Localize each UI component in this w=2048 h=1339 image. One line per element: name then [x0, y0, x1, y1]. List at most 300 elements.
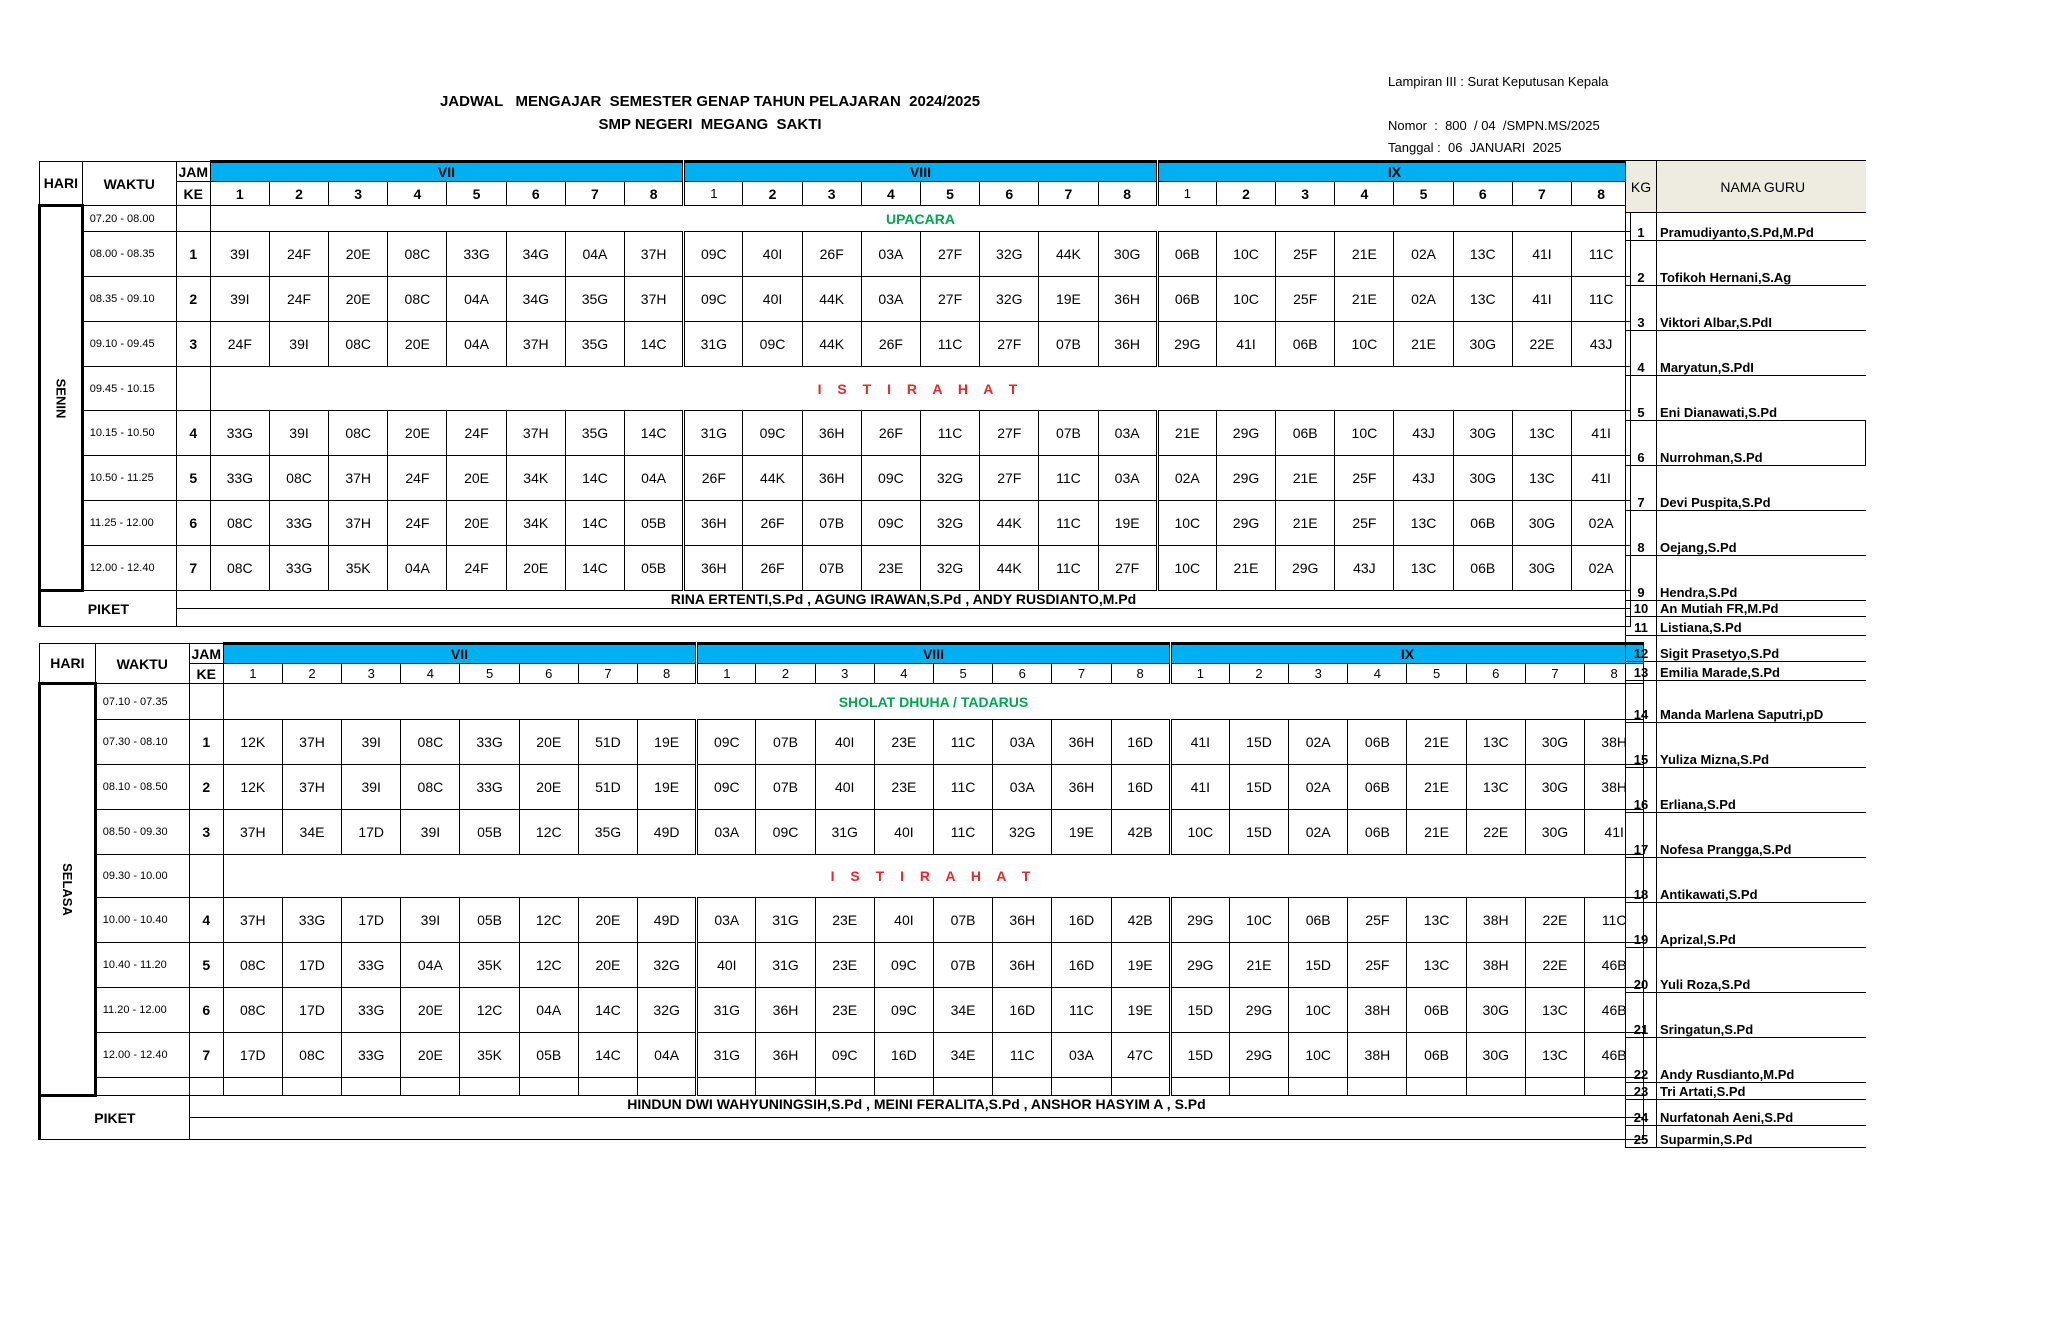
schedule-cell: 20E	[388, 411, 447, 456]
schedule-cell: 15D	[1229, 765, 1288, 810]
schedule-cell: 37H	[625, 232, 684, 277]
schedule-cell: 32G	[920, 501, 979, 546]
teacher-name: Antikawati,S.Pd	[1657, 858, 1866, 903]
class-number: 2	[756, 664, 815, 684]
schedule-cell: 40I	[874, 810, 933, 855]
schedule-cell: 21E	[1394, 322, 1453, 367]
schedule-cell: 09C	[743, 411, 802, 456]
schedule-cell: 10C	[1289, 1033, 1348, 1078]
schedule-cell: 02A	[1289, 810, 1348, 855]
blank-cell	[1525, 1078, 1584, 1096]
schedule-cell: 26F	[743, 501, 802, 546]
schedule-cell: 30G	[1466, 988, 1525, 1033]
schedule-cell: 46B	[1585, 1033, 1644, 1078]
schedule-cell: 14C	[565, 456, 624, 501]
schedule-cell: 27F	[920, 232, 979, 277]
blank-cell	[1229, 1078, 1288, 1096]
class-number: 3	[1289, 664, 1348, 684]
blank-cell	[401, 1078, 460, 1096]
schedule-cell: 34E	[933, 988, 992, 1033]
schedule-cell: 34E	[282, 810, 341, 855]
schedule-cell: 29G	[1229, 1033, 1288, 1078]
schedule-cell: 25F	[1276, 232, 1335, 277]
blank-cell	[1052, 1078, 1111, 1096]
schedule-cell: 05B	[625, 501, 684, 546]
class-number: 7	[578, 664, 637, 684]
schedule-cell: 32G	[638, 988, 697, 1033]
ke-header: KE	[189, 664, 223, 684]
schedule-cell: 03A	[993, 720, 1052, 765]
schedule-cell: 13C	[1394, 546, 1453, 591]
schedule-cell: 06B	[1407, 988, 1466, 1033]
schedule-cell: 31G	[756, 943, 815, 988]
class-group-header: VII	[210, 162, 684, 182]
ke-header: KE	[176, 182, 210, 206]
schedule-cell: 08C	[401, 720, 460, 765]
schedule-cell: 11C	[1585, 898, 1644, 943]
kg-number: 25	[1626, 1126, 1657, 1148]
schedule-cell: 38H	[1585, 720, 1644, 765]
waktu-header: WAKTU	[82, 162, 176, 206]
class-number: 6	[980, 182, 1039, 206]
schedule-cell: 37H	[625, 277, 684, 322]
schedule-cell: 14C	[578, 1033, 637, 1078]
schedule-cell: 33G	[269, 501, 328, 546]
teacher-name: Nurrohman,S.Pd	[1657, 421, 1866, 466]
schedule-cell: 24F	[388, 456, 447, 501]
schedule-cell: 13C	[1453, 232, 1512, 277]
schedule-cell: 29G	[1216, 411, 1275, 456]
schedule-cell: 37H	[223, 810, 282, 855]
schedule-cell: 13C	[1525, 1033, 1584, 1078]
time-slot: 08.50 - 09.30	[95, 810, 189, 855]
schedule-cell: 39I	[342, 765, 401, 810]
period-number: 1	[176, 232, 210, 277]
schedule-cell: 11C	[993, 1033, 1052, 1078]
schedule-cell: 33G	[342, 1033, 401, 1078]
class-number: 7	[565, 182, 624, 206]
class-number: 5	[460, 664, 519, 684]
class-number: 1	[210, 182, 269, 206]
schedule-cell: 39I	[210, 277, 269, 322]
schedule-cell: 43J	[1394, 411, 1453, 456]
teacher-list-table	[1625, 160, 1866, 1148]
class-group-header: VIII	[697, 644, 1171, 664]
blank-cell	[519, 1078, 578, 1096]
schedule-cell: 19E	[1098, 501, 1157, 546]
schedule-cell: 30G	[1512, 501, 1571, 546]
schedule-cell: 41I	[1216, 322, 1275, 367]
kg-number: 9	[1626, 556, 1657, 601]
blank-cell	[223, 1078, 282, 1096]
schedule-cell: 06B	[1289, 898, 1348, 943]
schedule-cell: 36H	[756, 1033, 815, 1078]
schedule-cell: 23E	[861, 546, 920, 591]
schedule-cell: 15D	[1229, 810, 1288, 855]
schedule-cell: 13C	[1466, 720, 1525, 765]
schedule-cell: 27F	[980, 456, 1039, 501]
schedule-cell: 07B	[933, 898, 992, 943]
schedule-cell: 17D	[342, 898, 401, 943]
schedule-cell: 30G	[1525, 765, 1584, 810]
schedule-cell: 11C	[1052, 988, 1111, 1033]
schedule-cell: 02A	[1394, 277, 1453, 322]
kg-number: 8	[1626, 511, 1657, 556]
schedule-cell: 37H	[329, 501, 388, 546]
activity-banner: I S T I R A H A T	[210, 367, 1631, 411]
schedule-cell: 03A	[861, 232, 920, 277]
schedule-cell: 33G	[342, 943, 401, 988]
schedule-cell: 04A	[401, 943, 460, 988]
period-number: 4	[176, 411, 210, 456]
class-group-header: IX	[1170, 644, 1644, 664]
kg-header: KG	[1626, 161, 1657, 213]
schedule-cell: 20E	[519, 765, 578, 810]
schedule-cell: 17D	[282, 943, 341, 988]
schedule-cell: 44K	[802, 277, 861, 322]
time-slot: 08.35 - 09.10	[82, 277, 176, 322]
schedule-cell: 44K	[980, 501, 1039, 546]
schedule-cell: 40I	[874, 898, 933, 943]
schedule-cell: 19E	[638, 765, 697, 810]
schedule-cell: 32G	[980, 277, 1039, 322]
teacher-name: Yuliza Mizna,S.Pd	[1657, 723, 1866, 768]
time-slot: 10.50 - 11.25	[82, 456, 176, 501]
schedule-cell: 13C	[1407, 943, 1466, 988]
schedule-cell: 26F	[684, 456, 743, 501]
schedule-cell: 37H	[506, 411, 565, 456]
schedule-cell: 05B	[460, 898, 519, 943]
schedule-cell: 08C	[329, 322, 388, 367]
schedule-cell: 08C	[401, 765, 460, 810]
schedule-cell: 29G	[1229, 988, 1288, 1033]
schedule-cell: 35G	[565, 411, 624, 456]
schedule-cell: 39I	[269, 411, 328, 456]
piket-blank	[176, 609, 1631, 627]
schedule-cell: 26F	[861, 411, 920, 456]
schedule-cell: 12C	[460, 988, 519, 1033]
schedule-cell: 40I	[743, 277, 802, 322]
schedule-cell: 15D	[1170, 988, 1229, 1033]
class-number: 4	[874, 664, 933, 684]
schedule-cell: 03A	[1098, 411, 1157, 456]
schedule-cell: 11C	[1039, 456, 1098, 501]
class-number: 7	[1525, 664, 1584, 684]
schedule-cell: 29G	[1216, 501, 1275, 546]
schedule-cell: 06B	[1348, 720, 1407, 765]
class-number: 4	[401, 664, 460, 684]
schedule-cell: 35K	[460, 1033, 519, 1078]
teacher-name: Sigit Prasetyo,S.Pd	[1657, 636, 1866, 662]
schedule-cell: 26F	[802, 232, 861, 277]
class-number: 8	[1585, 664, 1644, 684]
jam-cell-empty	[176, 206, 210, 232]
schedule-cell: 04A	[625, 456, 684, 501]
piket-blank	[189, 1118, 1644, 1140]
schedule-cell: 30G	[1525, 810, 1584, 855]
schedule-cell: 25F	[1335, 456, 1394, 501]
schedule-cell: 03A	[1052, 1033, 1111, 1078]
schedule-cell: 27F	[920, 277, 979, 322]
schedule-cell: 23E	[815, 988, 874, 1033]
kg-number: 17	[1626, 813, 1657, 858]
schedule-cell: 23E	[874, 720, 933, 765]
schedule-cell: 43J	[1394, 456, 1453, 501]
schedule-cell: 06B	[1157, 277, 1216, 322]
kg-number: 4	[1626, 331, 1657, 376]
schedule-cell: 03A	[1098, 456, 1157, 501]
schedule-cell: 12K	[223, 765, 282, 810]
period-number: 4	[189, 898, 223, 943]
schedule-cell: 08C	[210, 501, 269, 546]
teacher-name: Suparmin,S.Pd	[1657, 1126, 1866, 1148]
schedule-cell: 39I	[269, 322, 328, 367]
kg-number: 23	[1626, 1083, 1657, 1100]
class-number: 8	[1098, 182, 1157, 206]
schedule-cell: 02A	[1289, 720, 1348, 765]
blank-cell	[756, 1078, 815, 1096]
schedule-cell: 04A	[519, 988, 578, 1033]
schedule-cell: 51D	[578, 720, 637, 765]
schedule-cell: 20E	[329, 232, 388, 277]
hari-header: HARI	[40, 644, 96, 684]
class-number: 1	[1157, 182, 1216, 206]
teacher-name: Tri Artati,S.Pd	[1657, 1083, 1866, 1100]
blank-cell	[1170, 1078, 1229, 1096]
schedule-cell: 46B	[1585, 943, 1644, 988]
schedule-cell: 03A	[993, 765, 1052, 810]
schedule-cell: 16D	[1111, 720, 1170, 765]
jam-header: JAM	[176, 162, 210, 182]
schedule-cell: 11C	[1039, 546, 1098, 591]
time-slot: 10.15 - 10.50	[82, 411, 176, 456]
schedule-cell: 05B	[625, 546, 684, 591]
class-group-header: IX	[1157, 162, 1631, 182]
period-number: 6	[189, 988, 223, 1033]
schedule-cell: 06B	[1348, 765, 1407, 810]
schedule-cell: 12C	[519, 943, 578, 988]
schedule-cell: 36H	[684, 546, 743, 591]
schedule-cell: 33G	[342, 988, 401, 1033]
schedule-cell: 38H	[1466, 943, 1525, 988]
lampiran-text: Lampiran III : Surat Keputusan Kepala	[1388, 74, 1609, 89]
schedule-cell: 02A	[1394, 232, 1453, 277]
teacher-name: Hendra,S.Pd	[1657, 556, 1866, 601]
time-slot: 08.00 - 08.35	[82, 232, 176, 277]
schedule-cell: 15D	[1289, 943, 1348, 988]
schedule-cell: 36H	[802, 456, 861, 501]
schedule-cell: 24F	[447, 411, 506, 456]
schedule-cell: 30G	[1512, 546, 1571, 591]
class-number: 7	[1039, 182, 1098, 206]
schedule-cell: 06B	[1157, 232, 1216, 277]
schedule-cell: 43J	[1335, 546, 1394, 591]
schedule-cell: 16D	[993, 988, 1052, 1033]
schedule-cell: 31G	[756, 898, 815, 943]
schedule-cell: 10C	[1335, 411, 1394, 456]
schedule-cell: 33G	[269, 546, 328, 591]
schedule-cell: 30G	[1466, 1033, 1525, 1078]
schedule-cell: 31G	[697, 988, 756, 1033]
schedule-cell: 44K	[802, 322, 861, 367]
schedule-cell: 19E	[1039, 277, 1098, 322]
schedule-cell: 36H	[684, 501, 743, 546]
class-number: 3	[342, 664, 401, 684]
schedule-cell: 35G	[578, 810, 637, 855]
blank-cell	[638, 1078, 697, 1096]
class-number: 5	[1407, 664, 1466, 684]
schedule-cell: 16D	[1052, 943, 1111, 988]
schedule-cell: 09C	[743, 322, 802, 367]
blank-cell	[578, 1078, 637, 1096]
schedule-cell: 36H	[1098, 277, 1157, 322]
schedule-cell: 36H	[1098, 322, 1157, 367]
school-name: SMP NEGERI MEGANG SAKTI	[598, 116, 822, 133]
class-number: 8	[638, 664, 697, 684]
blank-cell	[1289, 1078, 1348, 1096]
schedule-cell: 40I	[815, 765, 874, 810]
waktu-header: WAKTU	[95, 644, 189, 684]
schedule-cell: 11C	[920, 322, 979, 367]
schedule-cell: 09C	[874, 943, 933, 988]
class-number: 3	[802, 182, 861, 206]
schedule-cell: 13C	[1525, 988, 1584, 1033]
period-number: 7	[189, 1033, 223, 1078]
class-number: 1	[684, 182, 743, 206]
teacher-name: Tofikoh Hernani,S.Ag	[1657, 241, 1866, 286]
schedule-cell: 25F	[1335, 501, 1394, 546]
schedule-cell: 08C	[223, 988, 282, 1033]
period-number: 3	[176, 322, 210, 367]
kg-number: 24	[1626, 1100, 1657, 1126]
schedule-cell: 12K	[223, 720, 282, 765]
schedule-cell: 30G	[1525, 720, 1584, 765]
schedule-cell: 07B	[802, 501, 861, 546]
kg-number: 14	[1626, 681, 1657, 723]
schedule-cell: 21E	[1335, 277, 1394, 322]
class-number: 4	[1348, 664, 1407, 684]
schedule-cell: 32G	[993, 810, 1052, 855]
teacher-name: Listiana,S.Pd	[1657, 617, 1866, 636]
schedule-cell: 42B	[1111, 810, 1170, 855]
schedule-cell: 21E	[1407, 765, 1466, 810]
piket-names: RINA ERTENTI,S.Pd , AGUNG IRAWAN,S.Pd , ANDY RUSDIANTO,M.Pd	[176, 591, 1631, 609]
period-number: 3	[189, 810, 223, 855]
schedule-cell: 34K	[506, 501, 565, 546]
blank-cell	[342, 1078, 401, 1096]
class-number: 2	[1229, 664, 1288, 684]
time-slot: 09.10 - 09.45	[82, 322, 176, 367]
schedule-cell: 29G	[1276, 546, 1335, 591]
period-number: 2	[176, 277, 210, 322]
schedule-cell: 29G	[1216, 456, 1275, 501]
schedule-cell: 06B	[1453, 501, 1512, 546]
schedule-cell: 10C	[1157, 501, 1216, 546]
period-number: 6	[176, 501, 210, 546]
schedule-cell: 47C	[1111, 1033, 1170, 1078]
schedule-cell: 31G	[684, 411, 743, 456]
period-number: 5	[176, 456, 210, 501]
schedule-cell: 37H	[223, 898, 282, 943]
schedule-cell: 11C	[1039, 501, 1098, 546]
time-slot: 07.30 - 08.10	[95, 720, 189, 765]
blank-cell	[1111, 1078, 1170, 1096]
schedule-cell: 32G	[638, 943, 697, 988]
schedule-cell: 13C	[1453, 277, 1512, 322]
schedule-cell: 08C	[388, 232, 447, 277]
schedule-cell: 21E	[1407, 720, 1466, 765]
class-number: 2	[282, 664, 341, 684]
schedule-cell: 09C	[815, 1033, 874, 1078]
schedule-cell: 21E	[1276, 456, 1335, 501]
schedule-cell: 32G	[980, 232, 1039, 277]
class-number: 8	[1111, 664, 1170, 684]
class-number: 4	[388, 182, 447, 206]
kg-number: 19	[1626, 903, 1657, 948]
schedule-cell: 31G	[697, 1033, 756, 1078]
schedule-cell: 15D	[1229, 720, 1288, 765]
schedule-cell: 13C	[1512, 456, 1571, 501]
schedule-cell: 32G	[920, 456, 979, 501]
time-slot: 11.25 - 12.00	[82, 501, 176, 546]
schedule-cell: 19E	[1111, 988, 1170, 1033]
nama-guru-header: NAMA GURU	[1657, 161, 1866, 213]
kg-number: 18	[1626, 858, 1657, 903]
schedule-cell: 37H	[282, 720, 341, 765]
teacher-name: Sringatun,S.Pd	[1657, 993, 1866, 1038]
kg-number: 5	[1626, 376, 1657, 421]
schedule-cell: 27F	[980, 411, 1039, 456]
time-slot: 12.00 - 12.40	[82, 546, 176, 591]
teacher-name: Nurfatonah Aeni,S.Pd	[1657, 1100, 1866, 1126]
schedule-cell: 32G	[920, 546, 979, 591]
class-number: 3	[1276, 182, 1335, 206]
teacher-name: Oejang,S.Pd	[1657, 511, 1866, 556]
class-number: 6	[1466, 664, 1525, 684]
schedule-cell: 29G	[1170, 943, 1229, 988]
schedule-cell: 08C	[282, 1033, 341, 1078]
teacher-name: Nofesa Prangga,S.Pd	[1657, 813, 1866, 858]
kg-number: 16	[1626, 768, 1657, 813]
schedule-cell: 03A	[697, 810, 756, 855]
schedule-cell: 13C	[1512, 411, 1571, 456]
blank-cell	[460, 1078, 519, 1096]
schedule-cell: 35K	[329, 546, 388, 591]
teacher-name: Erliana,S.Pd	[1657, 768, 1866, 813]
time-slot: 10.40 - 11.20	[95, 943, 189, 988]
class-number: 2	[269, 182, 328, 206]
schedule-cell: 22E	[1466, 810, 1525, 855]
schedule-cell: 34G	[506, 232, 565, 277]
schedule-cell: 35K	[460, 943, 519, 988]
schedule-cell: 14C	[565, 501, 624, 546]
schedule-cell: 08C	[269, 456, 328, 501]
schedule-cell: 35G	[565, 277, 624, 322]
schedule-cell: 21E	[1335, 232, 1394, 277]
time-slot: 10.00 - 10.40	[95, 898, 189, 943]
schedule-cell: 19E	[638, 720, 697, 765]
kg-number: 1	[1626, 213, 1657, 241]
schedule-cell: 05B	[460, 810, 519, 855]
schedule-cell: 06B	[1276, 411, 1335, 456]
schedule-cell: 09C	[697, 765, 756, 810]
teacher-name: Pramudiyanto,S.Pd,M.Pd	[1657, 213, 1866, 241]
teacher-name: Devi Puspita,S.Pd	[1657, 466, 1866, 511]
schedule-cell: 06B	[1348, 810, 1407, 855]
schedule-cell: 31G	[684, 322, 743, 367]
teacher-name: Viktori Albar,S.PdI	[1657, 286, 1866, 331]
schedule-table-selasa	[38, 642, 1644, 1140]
